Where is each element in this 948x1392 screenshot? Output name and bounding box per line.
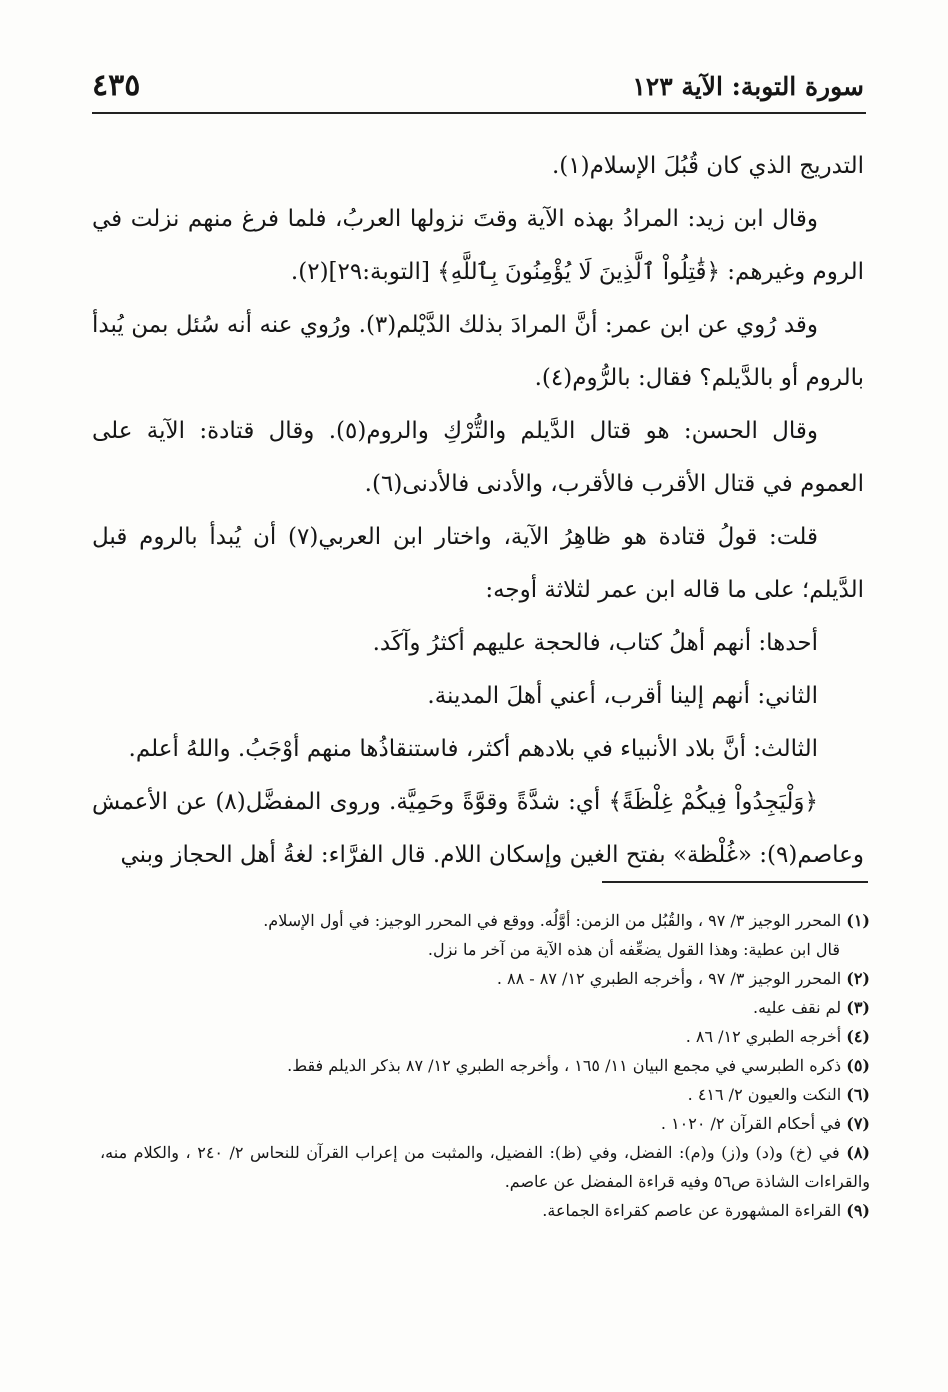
footnote-text: قال ابن عطية: وهذا القول يضعِّفه أن هذه الآية من آخر ما نزل. [427,940,840,959]
paragraph: وقد رُوي عن ابن عمر: أنَّ المرادَ بذلك الدَّيْلم(٣). ورُوي عنه أنه سُئل بمن يُبدأ بالروم أو بالدَّيلم؟ فقال: بالرُّوم(٤). [92,312,864,391]
paragraph: الثالث: أنَّ بلاد الأنبياء في بلادهم أكثر، فاستنقاذُها منهم أوْجَبُ. واللهُ أعلم. [128,736,818,762]
footnote [100,964,870,993]
footnote-number: (٨) [846,1143,870,1162]
footnote-number: (٦) [846,1085,870,1104]
footnote-rule [602,881,868,883]
footnote-text: النكت والعيون ٢/ ٤١٦ . [687,1085,842,1104]
paragraph: التدريج الذي كان قُبُلَ الإسلام(١). [551,153,864,179]
paragraph: وقال ابن زيد: المرادُ بهذه الآية وقتَ نزولها العربُ، فلما فرغ منهم نزلت في الروم وغيرهم: ﴿قَٰتِلُواْ ٱلَّذِينَ لَا يُؤْمِنُونَ بِٱللَّهِ﴾ [التوبة:٢٩](٢). [92,206,864,285]
footnote-number: (٩) [846,1201,870,1220]
footnote-continuation [100,935,870,964]
paragraph: أحدها: أنهم أهلُ كتاب، فالحجة عليهم أكثرُ وآكَد. [372,630,818,656]
footnote [100,1051,870,1080]
footnote-number: (١) [846,911,870,930]
footnote-number: (٣) [846,998,870,1017]
footnote [100,1080,870,1109]
footnote-number: (٥) [846,1056,870,1075]
header-rule [92,112,866,114]
paragraph: الثاني: أنهم إلينا أقرب، أعني أهلَ المدينة. [427,683,818,709]
footnote-text: المحرر الوجيز ٣/ ٩٧ ، والقُبُل من الزمن: أوَّلُه. ووقع في المحرر الوجيز: في أول الإسلام. [263,911,842,930]
footnote-number: (٧) [846,1114,870,1133]
footnote [100,1196,870,1225]
footnote-text: المحرر الوجيز ٣/ ٩٧ ، وأخرجه الطبري ١٢/ ٨٧ - ٨٨ . [496,969,842,988]
footnote-number: (٤) [846,1027,870,1046]
footnotes [100,906,870,1225]
paragraph: قلت: قولُ قتادة هو ظاهِرُ الآية، واختار ابن العربي(٧) أن يُبدأ بالروم قبل الدَّيلم؛ على ما قاله ابن عمر لثلاثة أوجه: [92,524,864,603]
page-header [92,66,864,110]
footnote [100,993,870,1022]
footnote-text: أخرجه الطبري ١٢/ ٨٦ . [685,1027,842,1046]
footnote-text: في (خ) و(د) و(ز) و(م): الفضل، وفي (ظ): الفضيل، والمثبت من إعراب القرآن للنحاس ٢/ ٢٤٠ ، والكلام منه، والقراءات الشاذة ص٥٦ وفيه قراءة المفضل عن عاصم. [100,1143,870,1191]
footnote-text: في أحكام القرآن ٢/ ١٠٢٠ . [660,1114,842,1133]
paragraph: وقال الحسن: هو قتال الدَّيلم والتُّرْكِ والروم(٥). وقال قتادة: الآية على العموم في قتال الأقرب فالأقرب، والأدنى فالأدنى(٦). [92,418,864,497]
footnote [100,1022,870,1051]
main-text [92,140,864,882]
footnote-number: (٢) [846,969,870,988]
footnote-text: ذكره الطبرسي في مجمع البيان ١١/ ١٦٥ ، وأخرجه الطبري ١٢/ ٨٧ بذكر الديلم فقط. [287,1056,842,1075]
footnote [100,1109,870,1138]
footnote-text: القراءة المشهورة عن عاصم كقراءة الجماعة. [542,1201,842,1220]
footnote-text: لم نقف عليه. [753,998,842,1017]
page-number: ٤٣٥ [92,68,141,103]
paragraph: ﴿وَلْيَجِدُواْ فِيكُمْ غِلْظَةً﴾ أي: شدَّةً وقوَّةً وحَمِيَّة. وروى المفضَّل(٨) عن الأعمش وعاصم(٩): «غُلْظة» بفتح الغين وإسكان اللام. قال الفرَّاء: لغةُ أهل الحجاز وبني [92,789,864,868]
running-head: سورة التوبة: الآية ١٢٣ [632,72,864,101]
footnote [100,1138,870,1196]
footnote [100,906,870,935]
